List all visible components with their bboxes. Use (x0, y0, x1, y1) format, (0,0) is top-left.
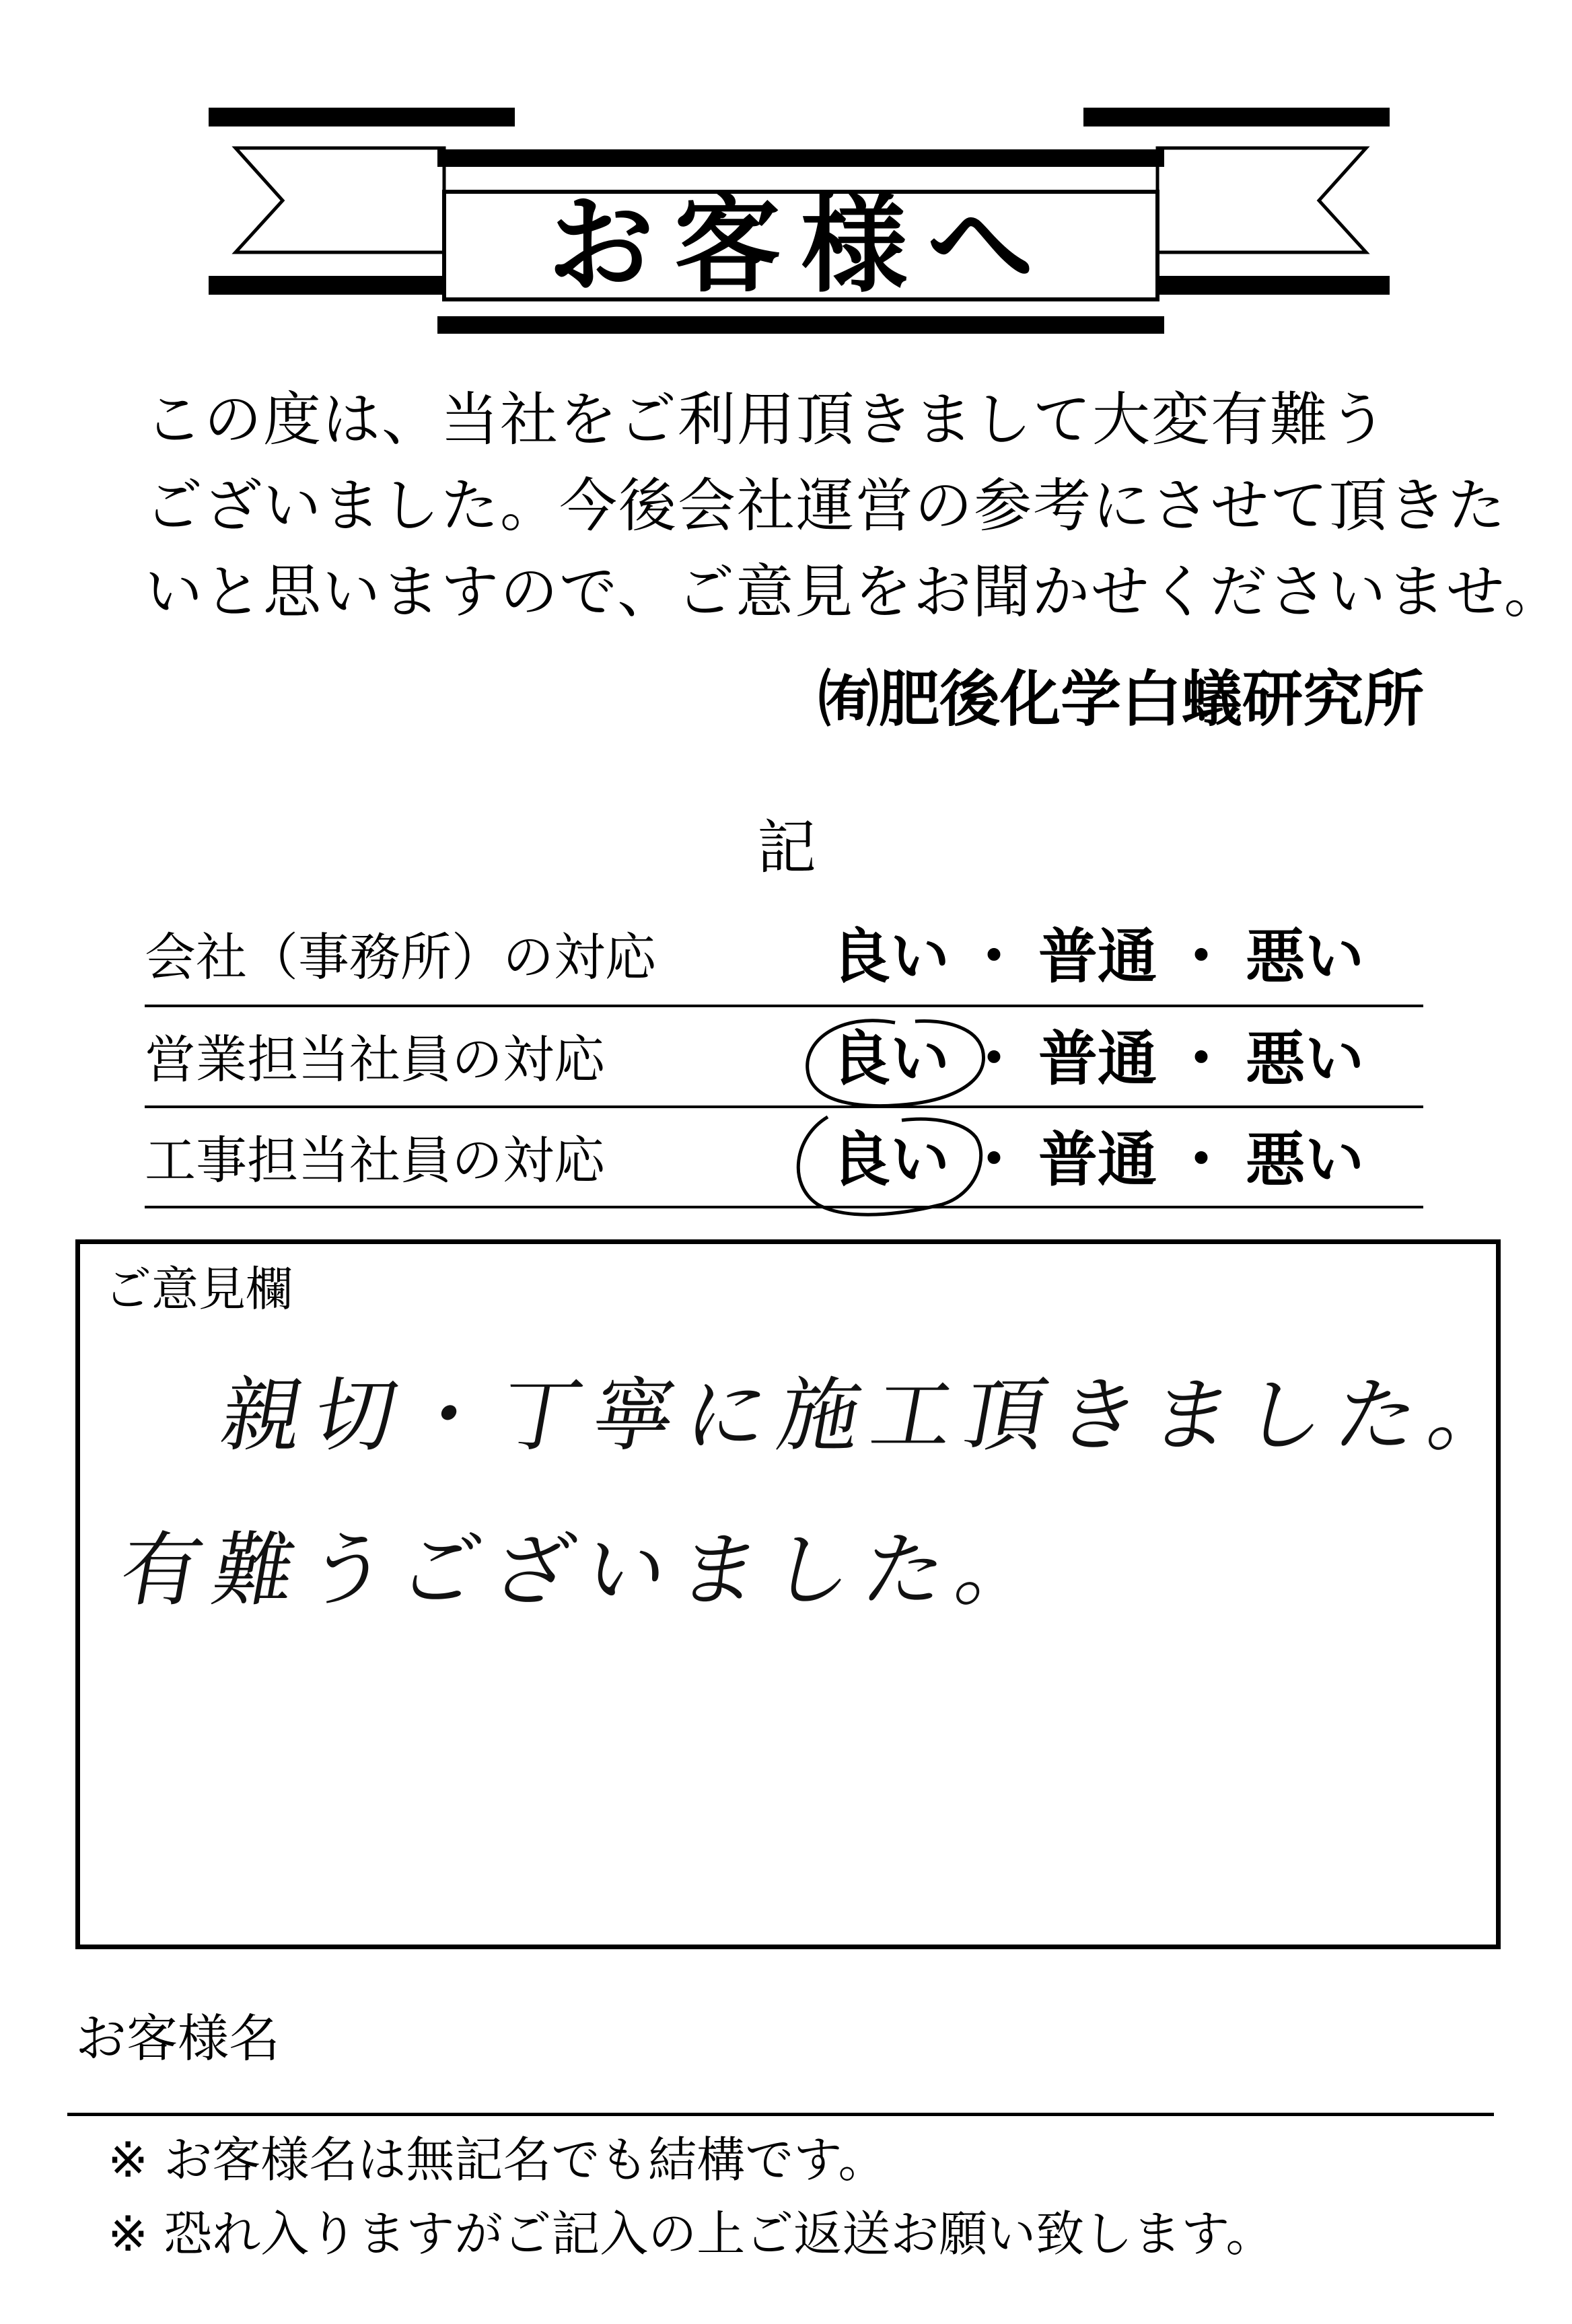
banner-title: お客様へ (548, 183, 1054, 307)
option-separator: ・ (1172, 1024, 1231, 1093)
option-normal[interactable]: 普通 (1038, 1024, 1157, 1093)
option-separator: ・ (1172, 1125, 1231, 1194)
opinion-label: ご意見欄 (104, 1262, 293, 1317)
option-separator: ・ (964, 922, 1024, 991)
option-normal[interactable]: 普通 (1038, 1125, 1157, 1194)
intro-line: ございました。今後会社運営の参考にさせて頂きた (145, 472, 1507, 540)
handwritten-comment-line: 有難うございました。 (112, 1524, 1059, 1618)
option-separator: ・ (1172, 922, 1231, 991)
rating-label: 会社（事務所）の対応 (145, 927, 656, 987)
option-bad[interactable]: 悪い (1246, 922, 1365, 991)
footnote: ※ お客様名は無記名でも結構です。 (108, 2132, 887, 2188)
ki-heading: 記 (757, 813, 817, 882)
rating-label: 営業担当社員の対応 (145, 1029, 605, 1089)
option-good[interactable]: 良い (831, 922, 950, 991)
selection-circle-construction (798, 1117, 980, 1214)
rating-label: 工事担当社員の対応 (145, 1130, 605, 1190)
company-name: ㈲肥後化学白蟻研究所 (818, 664, 1424, 735)
intro-line: いと思いますので、ご意見をお聞かせくださいませ。 (145, 558, 1563, 626)
option-good[interactable]: 良い (831, 1125, 950, 1194)
option-normal[interactable]: 普通 (1038, 922, 1157, 991)
customer-name-line[interactable] (67, 2113, 1494, 2116)
option-separator: ・ (964, 1024, 1024, 1093)
customer-name-label: お客様名 (75, 2008, 280, 2068)
option-bad[interactable]: 悪い (1246, 1125, 1365, 1194)
option-good[interactable]: 良い (831, 1024, 950, 1093)
handwritten-comment-line: 親切・丁寧に施工頂きました。 (213, 1369, 1531, 1463)
option-bad[interactable]: 悪い (1246, 1024, 1365, 1093)
intro-line: この度は、当社をご利用頂きまして大変有難う (145, 386, 1388, 453)
option-separator: ・ (964, 1125, 1024, 1194)
footnote: ※ 恐れ入りますがご記入の上ご返送お願い致します。 (108, 2206, 1275, 2262)
selection-circle-sales (808, 1021, 984, 1106)
